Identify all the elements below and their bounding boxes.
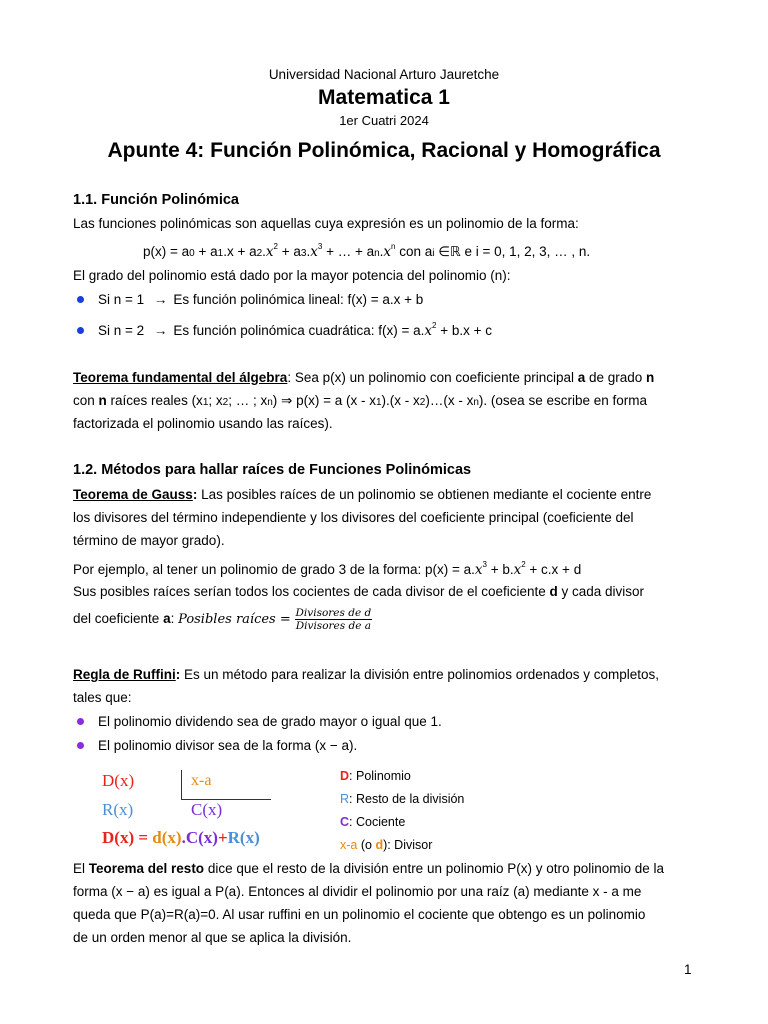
ruffini-line-2: tales que: — [73, 690, 132, 705]
bullet-text-end: + b.x + c — [436, 323, 493, 338]
ejemplo-text: Por ejemplo, al tener un polinomio de grado 3 de la forma: p(x) = a. — [73, 562, 475, 577]
teorema-text: con — [73, 393, 99, 408]
page-number: 1 — [684, 962, 692, 977]
posibles-text: y cada divisor — [557, 584, 645, 599]
gauss-colon: : — [192, 487, 198, 502]
legend-key: x-a — [340, 838, 358, 852]
legend-text: ): Divisor — [383, 838, 433, 852]
bullet-text: El polinomio dividendo sea de grado mayor o igual que 1. — [98, 714, 442, 729]
teorema-fundamental — [73, 366, 693, 389]
dividend-label: D(x) — [102, 771, 135, 790]
bullet-lineal — [73, 292, 423, 307]
teorema-line-2: con n raíces reales (x1; x2; … ; xn) ⇒ p(x) = a (x - x1).(x - x2)…(x - xn). (osea se escribe en forma — [73, 393, 647, 408]
ruffini-line-1 — [73, 667, 659, 682]
resto-title: Teorema del resto — [88, 861, 205, 876]
quotient-label: C(x) — [191, 800, 223, 819]
resto-line-4: de un orden menor al que se aplica la división. — [73, 930, 352, 945]
legend-key: R — [340, 792, 350, 806]
teorema-text: de grado — [585, 370, 647, 385]
teorema-n: n — [646, 370, 655, 385]
division-vertical-line — [181, 770, 182, 800]
legend-key: d — [375, 838, 384, 852]
bullet-condition: Si n = 2 — [98, 323, 145, 338]
divisor-label: x-a — [191, 772, 212, 789]
ejemplo-line: Por ejemplo, al tener un polinomio de grado 3 de la forma: $p(x) = a.x^3 + b.x^2 + c.x + d$ — [73, 560, 582, 578]
bullet-text: Es función polinómica lineal: f(x) = a.x + b — [173, 292, 424, 307]
arrow-icon: → — [153, 323, 168, 338]
bullet-cuadratica: Si n = 2 → Es función polinómica cuadrática: $f(x) = a.x^2 + b.x + c$ — [73, 321, 492, 339]
legend-R — [340, 792, 464, 806]
legend-text: : Polinomio — [349, 769, 411, 783]
gauss-line-3: término de mayor grado). — [73, 533, 225, 548]
document-title: Apunte 4: Función Polinómica, Racional y Homográfica — [107, 139, 661, 162]
gauss-title: Teorema de Gauss — [73, 487, 193, 502]
legend-key: D — [340, 769, 350, 783]
arrow-icon: → — [153, 292, 168, 307]
posibles-text: Sus posibles raíces serían todos los cocientes de cada divisor de el coeficiente — [73, 584, 550, 599]
resto-text: dice que el resto de la división entre un polinomio P(x) y otro polinomio de la — [204, 861, 665, 876]
posibles-a: a — [163, 611, 171, 627]
equation-dot: . — [181, 828, 186, 847]
section-heading-1-1: 1.1. Función Polinómica — [73, 192, 239, 208]
equation-R: R(x) — [227, 828, 260, 847]
bullet-text: Es función polinómica cuadrática: f(x) = a. — [173, 323, 425, 338]
legend-D — [340, 769, 411, 783]
teorema-title: Teorema fundamental del álgebra — [73, 370, 288, 385]
equation-plus: + — [217, 828, 228, 847]
teorema-a: a — [577, 370, 586, 385]
equation-D: D(x) = — [102, 828, 153, 847]
remainder-label: R(x) — [102, 800, 134, 819]
gauss-line-2: los divisores del término independiente y los divisores del coeficiente principal (coeficiente del — [73, 510, 634, 525]
intro-text: Las funciones polinómicas son aquellas cuya expresión es un polinomio de la forma: — [73, 216, 579, 231]
resto-line-1 — [73, 861, 664, 876]
term: 1er Cuatri 2024 — [339, 113, 429, 128]
formula-lhs: Posibles raíces = — [178, 612, 291, 628]
bullet-dot — [77, 327, 84, 334]
ruffini-text: Es un método para realizar la división entre polinomios ordenados y completos, — [180, 667, 660, 682]
ejemplo-text: + c.x + d — [525, 562, 582, 577]
gauss-line-1 — [73, 487, 651, 502]
posibles-text: del coeficiente — [73, 611, 164, 627]
ruffini-title: Regla de Ruffini — [73, 667, 176, 682]
resto-line-3: queda que P(a)=R(a)=0. Al usar ruffini en un polinomio el cociente que obtengo es un polinomio — [73, 907, 646, 922]
teorema-text: : Sea p(x) un polinomio con coeficiente principal — [287, 370, 578, 385]
fraction-numerator: Divisores de d — [295, 607, 372, 619]
gauss-text: Las posibles raíces de un polinomio se obtienen mediante el cociente entre — [197, 487, 652, 502]
legend-key: C — [340, 815, 350, 829]
posibles-line-2 — [73, 607, 372, 632]
ejemplo-text: + b. — [486, 562, 514, 577]
ruffini-bullet-2 — [73, 738, 357, 753]
division-equation — [102, 828, 260, 848]
teorema-n: n — [98, 393, 107, 408]
grado-text: El grado del polinomio está dado por la mayor potencia del polinomio (n): — [73, 268, 511, 283]
resto-line-2: forma (x − a) es igual a P(a). Entonces al dividir el polinomio por una raíz (a) mediante x - a me — [73, 884, 642, 899]
teorema-line-3: factorizada el polinomio usando las raíces). — [73, 416, 333, 431]
posibles-d: d — [549, 584, 558, 599]
legend-text: : Cociente — [349, 815, 406, 829]
course-title: Matematica 1 — [318, 86, 450, 109]
equation-C: C(x) — [185, 828, 218, 847]
polynomial-formula: $p(x) = a0 + a1.x + a2.x^2 + a3.x^3$ + … + $an.x^n$ con ai ∈ℝ e i = 0, 1, 2, 3, … , n. — [143, 242, 591, 260]
resto-text: El — [73, 861, 89, 876]
legend-C — [340, 815, 405, 829]
fraction-denominator: Divisores de a — [295, 620, 372, 632]
bullet-dot — [77, 742, 84, 749]
legend-text: : Resto de la división — [349, 792, 465, 806]
section-heading-1-2: 1.2. Métodos para hallar raíces de Funciones Polinómicas — [73, 462, 472, 478]
bullet-text: El polinomio divisor sea de la forma (x − a). — [98, 738, 358, 753]
ruffini-colon: : — [175, 667, 181, 682]
equation-d: d(x) — [152, 828, 182, 847]
university-name: Universidad Nacional Arturo Jauretche — [268, 67, 500, 82]
bullet-dot — [77, 296, 84, 303]
posibles-line-1 — [73, 584, 644, 599]
legend-text: (o — [357, 838, 376, 852]
fraction — [295, 607, 373, 632]
ruffini-bullet-1 — [73, 714, 442, 729]
bullet-condition: Si n = 1 — [98, 292, 145, 307]
teorema-text: raíces reales (x — [106, 393, 203, 408]
legend-xa — [340, 838, 432, 852]
bullet-dot — [77, 718, 84, 725]
posibles-text: : — [170, 611, 179, 627]
